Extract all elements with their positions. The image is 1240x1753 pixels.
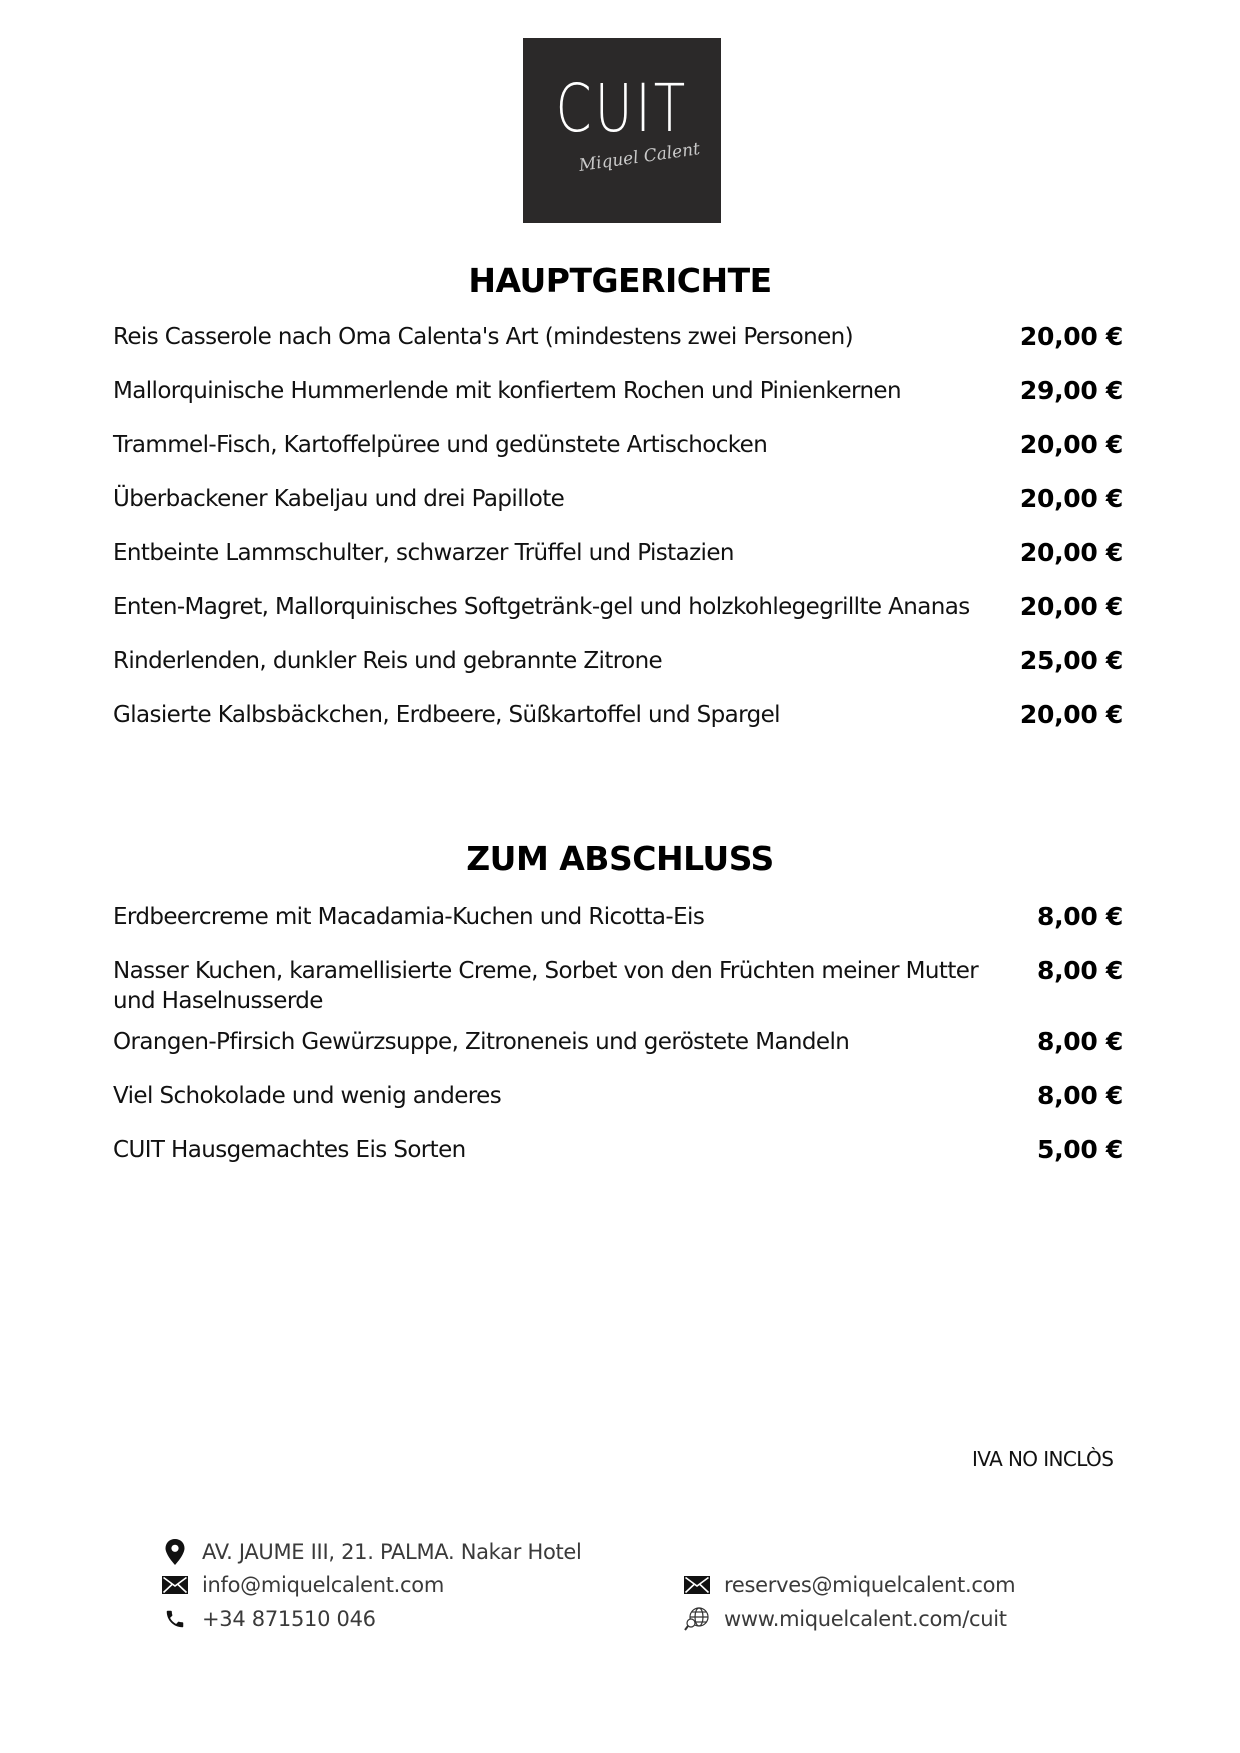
website-link[interactable]: www.miquelcalent.com/cuit [724, 1607, 1007, 1631]
map-pin-icon [162, 1539, 188, 1565]
menu-item [113, 1081, 1123, 1111]
dish-name: CUIT Hausgemachtes Eis Sorten [113, 1137, 466, 1163]
contact-website[interactable] [684, 1604, 1007, 1634]
dish-name: Viel Schokolade und wenig anderes [113, 1083, 502, 1109]
contact-phone[interactable] [162, 1604, 376, 1634]
menu-item [113, 700, 1123, 730]
menu-item [113, 484, 1123, 514]
reservations-email-link[interactable]: reserves@miquelcalent.com [724, 1573, 1016, 1597]
dish-price: 8,00 € [1037, 902, 1123, 931]
dish-name: Reis Casserole nach Oma Calenta's Art (mindestens zwei Personen) [113, 324, 854, 350]
dish-price: 25,00 € [1019, 646, 1123, 675]
envelope-icon [162, 1572, 188, 1598]
dish-price: 20,00 € [1019, 484, 1123, 513]
dish-price: 20,00 € [1019, 592, 1123, 621]
dish-name: Glasierte Kalbsbäckchen, Erdbeere, Süßkartoffel und Spargel [113, 702, 780, 728]
tax-note: IVA NO INCLÒS [972, 1447, 1114, 1471]
menu-item [113, 902, 1123, 932]
menu-item [113, 592, 1123, 622]
address-text: AV. JAUME III, 21. PALMA. Nakar Hotel [202, 1540, 582, 1564]
dish-name: Mallorquinische Hummerlende mit konfiertem Rochen und Pinienkernen [113, 378, 901, 404]
dish-name: Rinderlenden, dunkler Reis und gebrannte Zitrone [113, 648, 663, 674]
menu-item [113, 322, 1123, 352]
info-email-link[interactable]: info@miquelcalent.com [202, 1573, 445, 1597]
globe-search-icon [684, 1606, 710, 1632]
dish-price: 20,00 € [1019, 322, 1123, 351]
menu-item [113, 376, 1123, 406]
menu-item [113, 956, 1123, 1016]
dish-price: 5,00 € [1037, 1135, 1123, 1164]
dish-price: 8,00 € [1037, 956, 1123, 985]
phone-number[interactable]: +34 871510 046 [202, 1607, 376, 1631]
dish-name: Trammel-Fisch, Kartoffelpüree und gedünstete Artischocken [113, 432, 768, 458]
dish-name: Entbeinte Lammschulter, schwarzer Trüffel und Pistazien [113, 540, 734, 566]
menu-item [113, 538, 1123, 568]
dish-name: Enten-Magret, Mallorquinisches Softgetränk-gel und holzkohlegegrillte Ananas [113, 594, 970, 620]
envelope-icon [684, 1572, 710, 1598]
dish-price: 29,00 € [1019, 376, 1123, 405]
menu-item [113, 1135, 1123, 1165]
dish-price: 20,00 € [1019, 700, 1123, 729]
dish-price: 20,00 € [1019, 538, 1123, 567]
dish-name: Überbackener Kabeljau und drei Papillote [113, 486, 565, 512]
dish-name: Nasser Kuchen, karamellisierte Creme, Sorbet von den Früchten meiner Mutter und Haselnusserde [113, 958, 979, 1014]
contact-reservations-email[interactable] [684, 1570, 1015, 1600]
phone-icon [162, 1606, 188, 1632]
dish-price: 8,00 € [1037, 1027, 1123, 1056]
dish-name: Erdbeercreme mit Macadamia-Kuchen und Ricotta-Eis [113, 904, 705, 930]
section-title-desserts: ZUM ABSCHLUSS [466, 839, 774, 878]
dish-price: 20,00 € [1019, 430, 1123, 459]
contact-address [162, 1537, 582, 1567]
menu-item [113, 430, 1123, 460]
logo-signature: Miquel Calent [577, 139, 702, 176]
logo-wordmark: CUIT [555, 70, 689, 147]
contact-info-email[interactable] [162, 1570, 444, 1600]
menu-item [113, 1027, 1123, 1057]
section-title-main-courses: HAUPTGERICHTE [468, 261, 772, 300]
menu-item [113, 646, 1123, 676]
dish-name: Orangen-Pfirsich Gewürzsuppe, Zitroneneis und geröstete Mandeln [113, 1029, 850, 1055]
dish-price: 8,00 € [1037, 1081, 1123, 1110]
restaurant-logo [523, 38, 721, 223]
